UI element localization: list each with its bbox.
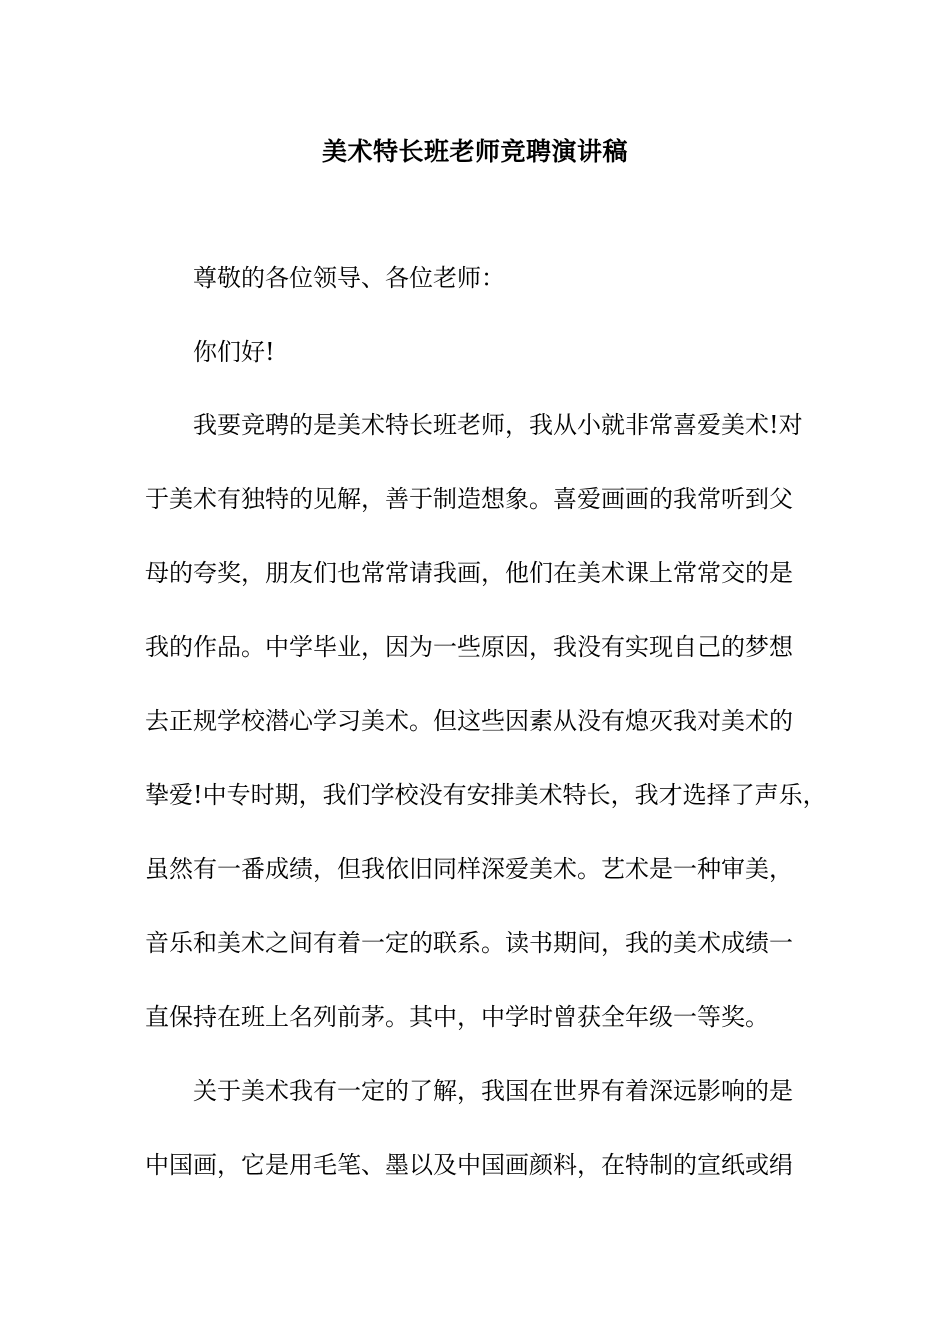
paragraph-1-line-1: 我要竞聘的是美术特长班老师，我从小就非常喜爱美术!对 [193, 411, 803, 439]
paragraph-1-line-2: 于美术有独特的见解，善于制造想象。喜爱画画的我常听到父 [145, 485, 793, 513]
paragraph-2-line-2: 中国画，它是用毛笔、墨以及中国画颜料，在特制的宣纸或绢 [145, 1151, 793, 1179]
paragraph-1-line-4: 我的作品。中学毕业，因为一些原因，我没有实现自己的梦想 [145, 633, 793, 661]
paragraph-1-line-7: 虽然有一番成绩，但我依旧同样深爱美术。艺术是一种审美， [145, 855, 793, 883]
paragraph-1-line-5: 去正规学校潜心学习美术。但这些因素从没有熄灭我对美术的 [145, 707, 793, 735]
greeting-line: 你们好! [193, 338, 275, 366]
paragraph-1-line-3: 母的夸奖，朋友们也常常请我画，他们在美术课上常常交的是 [145, 559, 793, 587]
document-title: 美术特长班老师竞聘演讲稿 [321, 137, 628, 166]
paragraph-1-line-8: 音乐和美术之间有着一定的联系。读书期间，我的美术成绩一 [145, 929, 793, 957]
salutation-line: 尊敬的各位领导、各位老师： [193, 264, 505, 292]
paragraph-1-line-6: 挚爱!中专时期，我们学校没有安排美术特长，我才选择了声乐， [145, 781, 827, 809]
paragraph-1-line-9: 直保持在班上名列前茅。其中，中学时曾获全年级一等奖。 [145, 1003, 769, 1031]
paragraph-2-line-1: 关于美术我有一定的了解，我国在世界有着深远影响的是 [193, 1077, 793, 1105]
